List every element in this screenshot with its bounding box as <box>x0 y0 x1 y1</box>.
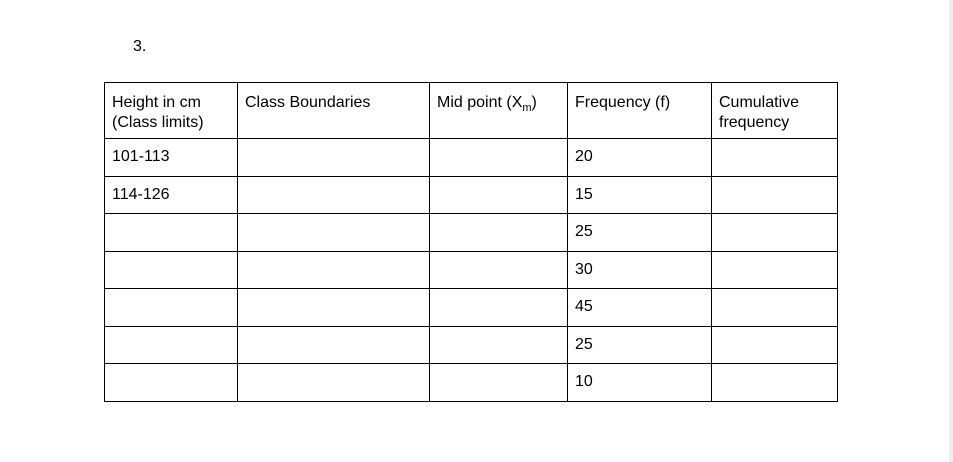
cell-frequency: 20 <box>568 139 712 177</box>
header-mid-point-prefix: Mid point (X <box>437 94 523 111</box>
cell-mid-point <box>430 176 568 214</box>
cell-class-boundaries <box>238 176 430 214</box>
table-row <box>105 214 838 252</box>
header-height-line2: (Class limits) <box>112 114 204 131</box>
cell-mid-point <box>430 214 568 252</box>
table-row <box>105 326 838 364</box>
page-edge <box>949 0 953 462</box>
header-class-boundaries: Class Boundaries <box>238 83 430 139</box>
cell-cumulative-frequency <box>712 364 838 402</box>
cell-frequency: 15 <box>568 176 712 214</box>
cell-frequency: 30 <box>568 251 712 289</box>
header-mid-point-subscript: m <box>522 102 532 114</box>
cell-class-boundaries <box>238 214 430 252</box>
cell-class-limits <box>105 326 238 364</box>
header-cumulative-line1: Cumulative <box>719 94 800 111</box>
cell-class-limits <box>105 214 238 252</box>
table-row <box>105 251 838 289</box>
cell-frequency: 25 <box>568 214 712 252</box>
cell-mid-point <box>430 289 568 327</box>
header-mid-point <box>430 83 568 139</box>
cell-class-limits <box>105 364 238 402</box>
table-row <box>105 364 838 402</box>
header-mid-point-suffix: ) <box>531 94 537 111</box>
table-row <box>105 139 838 177</box>
cell-class-boundaries <box>238 326 430 364</box>
cell-class-limits: 114-126 <box>105 176 238 214</box>
cell-frequency: 25 <box>568 326 712 364</box>
cell-mid-point <box>430 326 568 364</box>
cell-class-limits <box>105 289 238 327</box>
cell-class-boundaries <box>238 289 430 327</box>
question-number: 3. <box>133 38 147 55</box>
table-header-row <box>105 83 838 139</box>
cell-mid-point <box>430 364 568 402</box>
cell-class-boundaries <box>238 139 430 177</box>
cell-class-limits: 101-113 <box>105 139 238 177</box>
header-height-line1: Height in cm <box>112 94 201 111</box>
cell-frequency: 45 <box>568 289 712 327</box>
header-frequency: Frequency (f) <box>568 83 712 139</box>
cell-class-limits <box>105 251 238 289</box>
cell-class-boundaries <box>238 364 430 402</box>
header-cumulative-frequency <box>712 83 838 139</box>
frequency-table <box>104 82 838 402</box>
cell-mid-point <box>430 251 568 289</box>
header-cumulative-line2: frequency <box>719 114 790 131</box>
cell-cumulative-frequency <box>712 214 838 252</box>
table-row <box>105 176 838 214</box>
cell-cumulative-frequency <box>712 176 838 214</box>
cell-cumulative-frequency <box>712 139 838 177</box>
header-height-class-limits <box>105 83 238 139</box>
cell-cumulative-frequency <box>712 289 838 327</box>
cell-mid-point <box>430 139 568 177</box>
cell-class-boundaries <box>238 251 430 289</box>
cell-cumulative-frequency <box>712 326 838 364</box>
cell-frequency: 10 <box>568 364 712 402</box>
cell-cumulative-frequency <box>712 251 838 289</box>
table-row <box>105 289 838 327</box>
